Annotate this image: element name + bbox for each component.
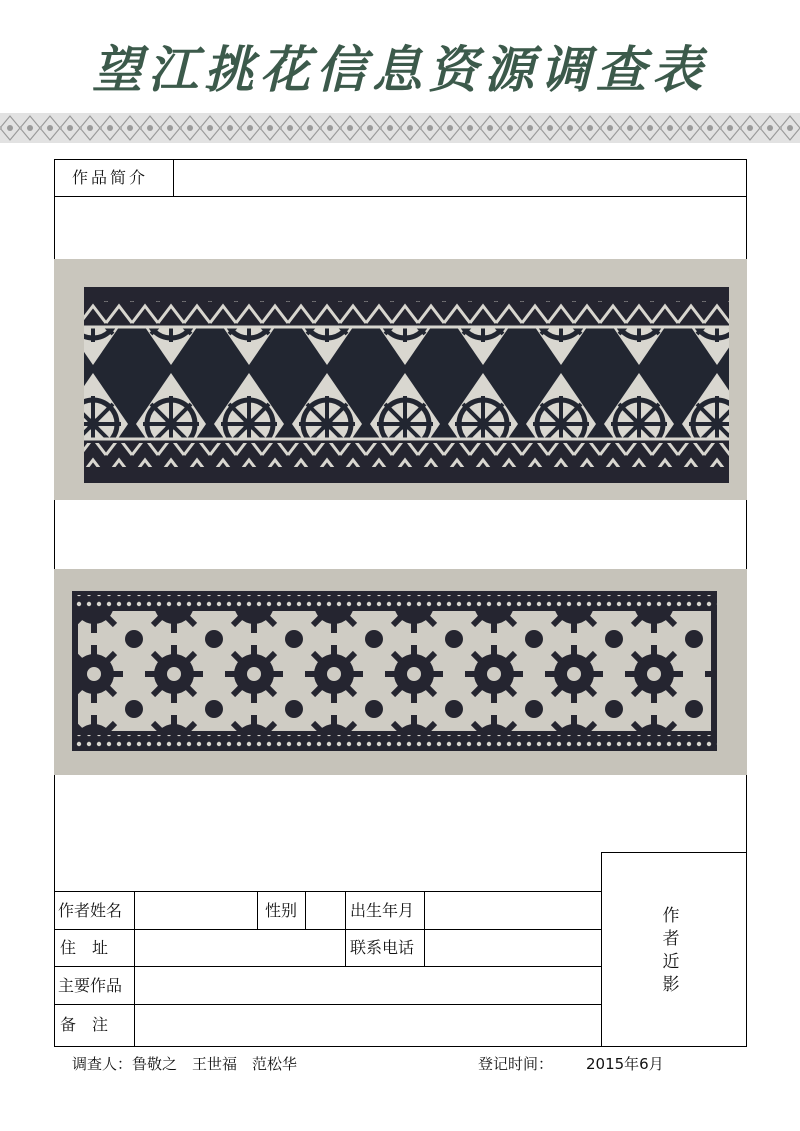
decorative-band (0, 113, 800, 143)
form-row-4 (54, 1004, 601, 1005)
author-photo-label: 作 者 近 影 (662, 906, 680, 995)
embroidery-photo-2 (54, 569, 747, 775)
photo-box-left-border (601, 852, 602, 1047)
page-title: 望江挑花信息资源调查表 (92, 40, 708, 99)
intro-row-divider (54, 196, 747, 197)
mid-col-right (424, 891, 425, 966)
form-row-2 (54, 929, 601, 930)
gender-col-right (305, 891, 306, 929)
intro-label: 作品简介 (72, 168, 149, 187)
address-label: 住 址 (60, 938, 109, 957)
register-date: 2015年6月 (586, 1055, 664, 1073)
intro-label-divider (173, 159, 174, 196)
register-time-label: 登记时间： (478, 1055, 554, 1073)
author-name-label: 作者姓名 (58, 901, 123, 920)
form-row-top (54, 891, 601, 892)
investigators: 调查人：鲁敬之 王世福 范松华 (72, 1055, 298, 1073)
embroidery-photo-1 (54, 259, 747, 500)
birth-label: 出生年月 (350, 901, 415, 920)
mid-col-left (345, 891, 346, 966)
notes-label: 备 注 (60, 1015, 109, 1034)
label-column-divider (134, 891, 135, 1047)
main-works-label: 主要作品 (58, 976, 123, 995)
photo-box-top-border (601, 852, 747, 853)
form-row-3 (54, 966, 601, 967)
phone-label: 联系电话 (350, 938, 415, 957)
gender-col-left (257, 891, 258, 929)
gender-label: 性别 (265, 901, 298, 920)
